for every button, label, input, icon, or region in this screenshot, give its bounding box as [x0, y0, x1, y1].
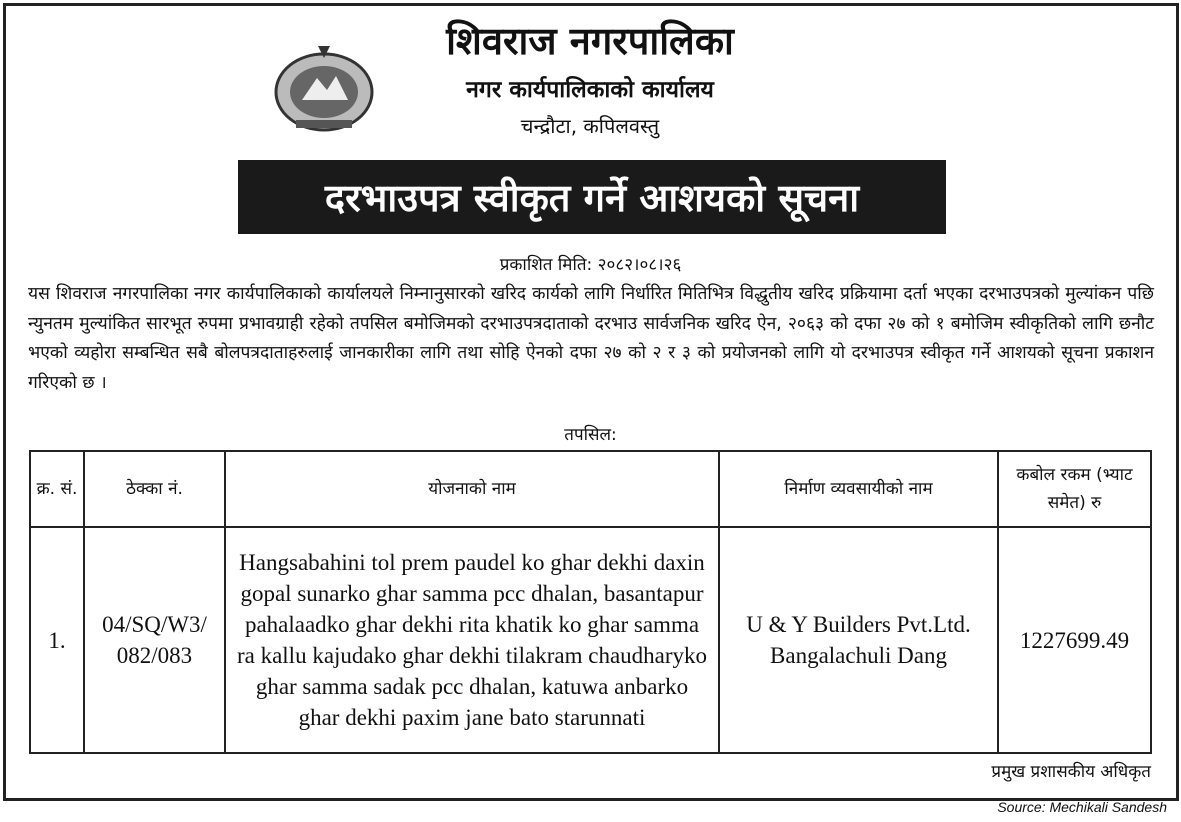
published-date: प्रकाशित मिति: २०८२।०८।२६ — [499, 255, 682, 275]
signatory: प्रमुख प्रशासकीय अधिकृत — [991, 762, 1151, 782]
award-table — [29, 450, 1152, 754]
cell-project: Hangsabahini tol prem paudel ko ghar dekhi daxin gopal sunarko ghar samma pcc dhalan, basantapur pahalaadko ghar dekhi rita khatik ko ghar samma ra kallu kajudako ghar dekhi tilakram chaudharyko ghar samma sadak pcc dhalan, katuwa anbarko ghar dekhi paxim jane bato starunnati — [225, 527, 719, 753]
table-header-row — [30, 451, 1151, 527]
col-contract-no: ठेक्का नं. — [84, 451, 225, 527]
col-amount: कबोल रकम (भ्याट समेत) रु — [998, 451, 1151, 527]
org-name: शिवराज नगरपालिका — [446, 19, 734, 63]
notice-title: दरभाउपत्र स्वीकृत गर्ने आशयको सूचना — [238, 160, 946, 234]
cell-contractor: U & Y Builders Pvt.Ltd. Bangalachuli Dang — [719, 527, 998, 753]
col-contractor: निर्माण व्यवसायीको नाम — [719, 451, 998, 527]
table-row — [30, 527, 1151, 753]
office-name: नगर कार्यपालिकाको कार्यालय — [466, 77, 714, 103]
cell-amount: 1227699.49 — [998, 527, 1151, 753]
cell-contract-no: 04/SQ/W3/ 082/083 — [84, 527, 225, 753]
tapasil-label: तपसिल: — [564, 425, 617, 445]
source-credit: Source: Mechikali Sandesh — [997, 799, 1167, 815]
col-project: योजनाको नाम — [225, 451, 719, 527]
notice-body: यस शिवराज नगरपालिका नगर कार्यपालिकाको कार्यालयले निम्नानुसारको खरिद कार्यको लागि निर्धारित मितिभित्र विद्धुतीय खरिद प्रक्रियामा दर्ता भएका दरभाउपत्रको मुल्यांकन पछि न्युनतम मुल्यांकित सारभूत रुपमा प्रभावग्राही रहेको तपसिल बमोजिमको दरभाउपत्रदाताको दरभाउ सार्वजनिक खरिद ऐन, २०६३ को दफा २७ को १ बमोजिम स्वीकृतिको लागि छनौट भएको व्यहोरा सम्बन्धित सबै बोलपत्रदाताहरुलाई जानकारीका लागि तथा सोहि ऐनको दफा २७ को २ र ३ को प्रयोजनको लागि यो दरभाउपत्र स्वीकृत गर्ने आशयको सूचना प्रकाशन गरिएको छ । — [28, 284, 1154, 393]
nepal-emblem-icon — [272, 42, 376, 134]
cell-sn: 1. — [30, 527, 84, 753]
address: चन्द्रौटा, कपिलवस्तु — [520, 114, 660, 138]
col-sn: क्र. सं. — [30, 451, 84, 527]
